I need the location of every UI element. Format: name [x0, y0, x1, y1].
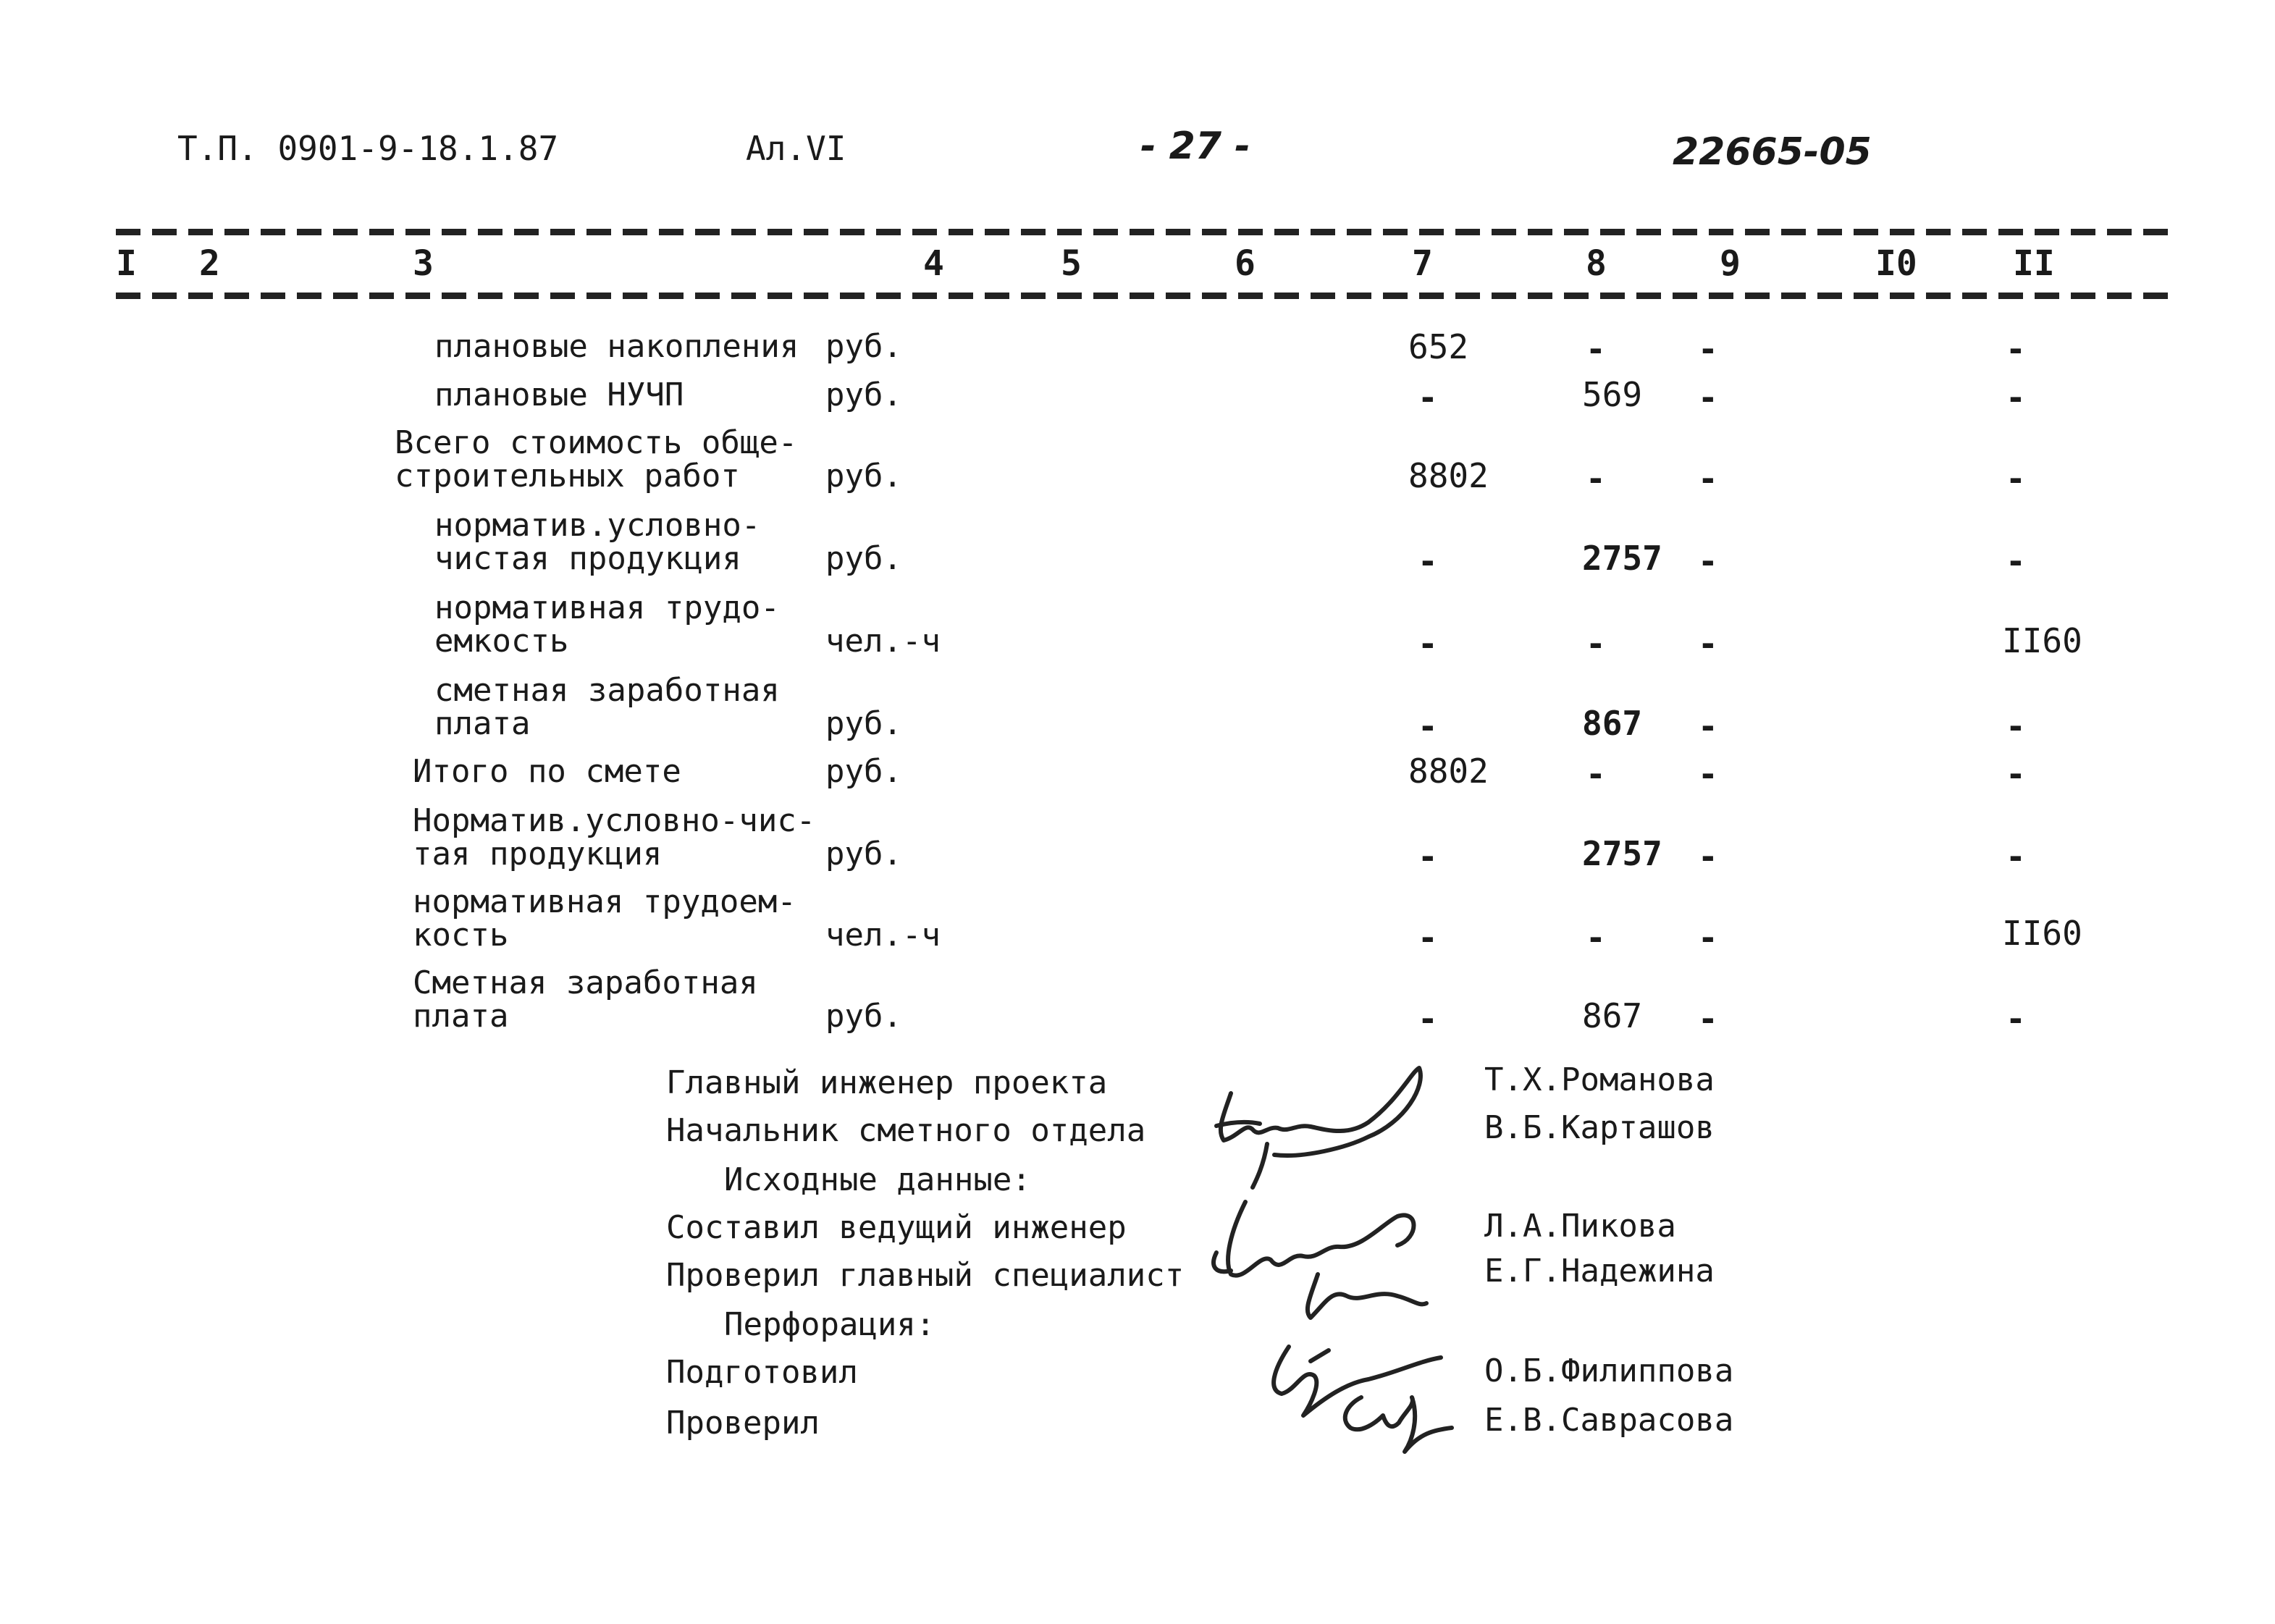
section-heading: Перфорация:: [724, 1306, 935, 1343]
row-unit: руб.: [825, 458, 902, 495]
row-col8-value: -: [1586, 754, 1606, 794]
row-unit: чел.-ч: [825, 917, 941, 954]
row-unit: руб.: [825, 328, 902, 365]
project-code: Т.П. 0901-9-18.1.87: [177, 129, 559, 168]
row-item-name: Сметная заработная: [413, 964, 758, 1001]
row-col9-value: -: [1698, 624, 1718, 663]
row-col11-value: -: [2006, 459, 2026, 498]
row-col8-value: 2757: [1582, 539, 1662, 578]
row-col11-value: -: [2006, 754, 2026, 794]
signature-title: Составил ведущий инженер: [666, 1209, 1127, 1246]
row-col7-value: -: [1418, 707, 1438, 746]
column-number-6: 6: [1235, 243, 1256, 284]
row-item-name: Норматив.условно-чис-: [413, 802, 816, 839]
row-col7-value: 8802: [1408, 752, 1489, 791]
table-top-rule: [116, 229, 2172, 235]
row-col8-value: -: [1586, 459, 1606, 498]
row-item-name-line2: тая продукция: [413, 836, 663, 872]
row-col7-value: -: [1418, 837, 1438, 876]
row-col11-value: II60: [2002, 621, 2082, 660]
row-item-name: норматив.условно-: [434, 507, 761, 544]
page-number: - 27 -: [1140, 125, 1250, 168]
row-col7-value: 652: [1408, 327, 1469, 366]
row-col7-value: -: [1418, 999, 1438, 1038]
row-col9-value: -: [1698, 999, 1718, 1038]
album-number: Ал.VI: [746, 129, 846, 168]
column-number-5: 5: [1061, 243, 1082, 284]
row-item-name: сметная заработная: [434, 672, 780, 709]
row-unit: руб.: [825, 998, 902, 1035]
row-item-name-line2: плата: [413, 998, 509, 1035]
row-col7-value: -: [1418, 918, 1438, 957]
row-unit: руб.: [825, 540, 902, 577]
row-col8-value: 2757: [1582, 834, 1662, 873]
row-col9-value: -: [1698, 542, 1718, 581]
row-col11-value: -: [2006, 707, 2026, 746]
row-col8-value: 867: [1582, 996, 1643, 1035]
section-heading: Исходные данные:: [724, 1161, 1031, 1198]
signatory-name: Т.Х.Романова: [1484, 1061, 1715, 1098]
row-col7-value: -: [1418, 542, 1438, 581]
signature-title: Проверил: [666, 1405, 820, 1442]
row-unit: руб.: [825, 705, 902, 742]
row-col7-value: -: [1418, 624, 1438, 663]
column-number-8: 8: [1586, 243, 1607, 284]
row-col9-value: -: [1698, 754, 1718, 794]
column-number-2: 2: [199, 243, 220, 284]
row-unit: руб.: [825, 836, 902, 872]
signatory-name: Е.В.Саврасова: [1484, 1402, 1734, 1439]
row-col9-value: -: [1698, 707, 1718, 746]
column-number-11: II: [2013, 243, 2055, 284]
signature-title: Проверил главный специалист: [666, 1257, 1185, 1294]
row-item-name: плановые накопления: [434, 328, 799, 365]
row-col11-value: -: [2006, 329, 2026, 369]
row-col9-value: -: [1698, 329, 1718, 369]
row-item-name-line2: строительных работ: [395, 458, 740, 495]
table-header-rule: [116, 293, 2172, 299]
row-item-name: Всего стоимость обще-: [395, 424, 798, 461]
row-item-name: нормативная трудо-: [434, 589, 780, 626]
row-item-name-line2: кость: [413, 917, 509, 954]
row-col8-value: 569: [1582, 375, 1643, 414]
row-col9-value: -: [1698, 378, 1718, 417]
row-col11-value: -: [2006, 378, 2026, 417]
row-item-name: плановые НУЧП: [434, 376, 684, 413]
column-number-1: I: [116, 243, 137, 284]
signature-title: Главный инженер проекта: [666, 1064, 1108, 1101]
row-item-name: Итого по смете: [413, 753, 681, 790]
row-col8-value: 867: [1582, 704, 1643, 743]
signatory-name: В.Б.Карташов: [1484, 1109, 1715, 1146]
handwritten-signatures: [1202, 1057, 1463, 1463]
signatory-name: Л.А.Пикова: [1484, 1208, 1676, 1245]
column-number-9: 9: [1720, 243, 1741, 284]
row-col8-value: -: [1586, 918, 1606, 957]
column-number-3: 3: [413, 243, 434, 284]
row-item-name-line2: плата: [434, 705, 531, 742]
row-col11-value: -: [2006, 837, 2026, 876]
document-number: 22665-05: [1673, 130, 1872, 174]
column-number-7: 7: [1412, 243, 1433, 284]
column-number-4: 4: [923, 243, 944, 284]
signatory-name: Е.Г.Надежина: [1484, 1253, 1715, 1289]
row-col11-value: II60: [2002, 914, 2082, 953]
row-unit: чел.-ч: [825, 623, 941, 660]
row-item-name-line2: емкость: [434, 623, 569, 660]
column-number-10: I0: [1875, 243, 1917, 284]
row-col11-value: -: [2006, 999, 2026, 1038]
row-unit: руб.: [825, 376, 902, 413]
row-col9-value: -: [1698, 459, 1718, 498]
row-col11-value: -: [2006, 542, 2026, 581]
row-item-name: нормативная трудоем-: [413, 883, 796, 920]
row-col8-value: -: [1586, 624, 1606, 663]
row-col9-value: -: [1698, 918, 1718, 957]
row-unit: руб.: [825, 753, 902, 790]
row-col8-value: -: [1586, 329, 1606, 369]
row-col7-value: 8802: [1408, 456, 1489, 495]
row-col9-value: -: [1698, 837, 1718, 876]
row-item-name-line2: чистая продукция: [434, 540, 741, 577]
signatory-name: О.Б.Филиппова: [1484, 1352, 1734, 1389]
signature-title: Начальник сметного отдела: [666, 1112, 1146, 1149]
signature-title: Подготовил: [666, 1354, 858, 1391]
row-col7-value: -: [1418, 378, 1438, 417]
